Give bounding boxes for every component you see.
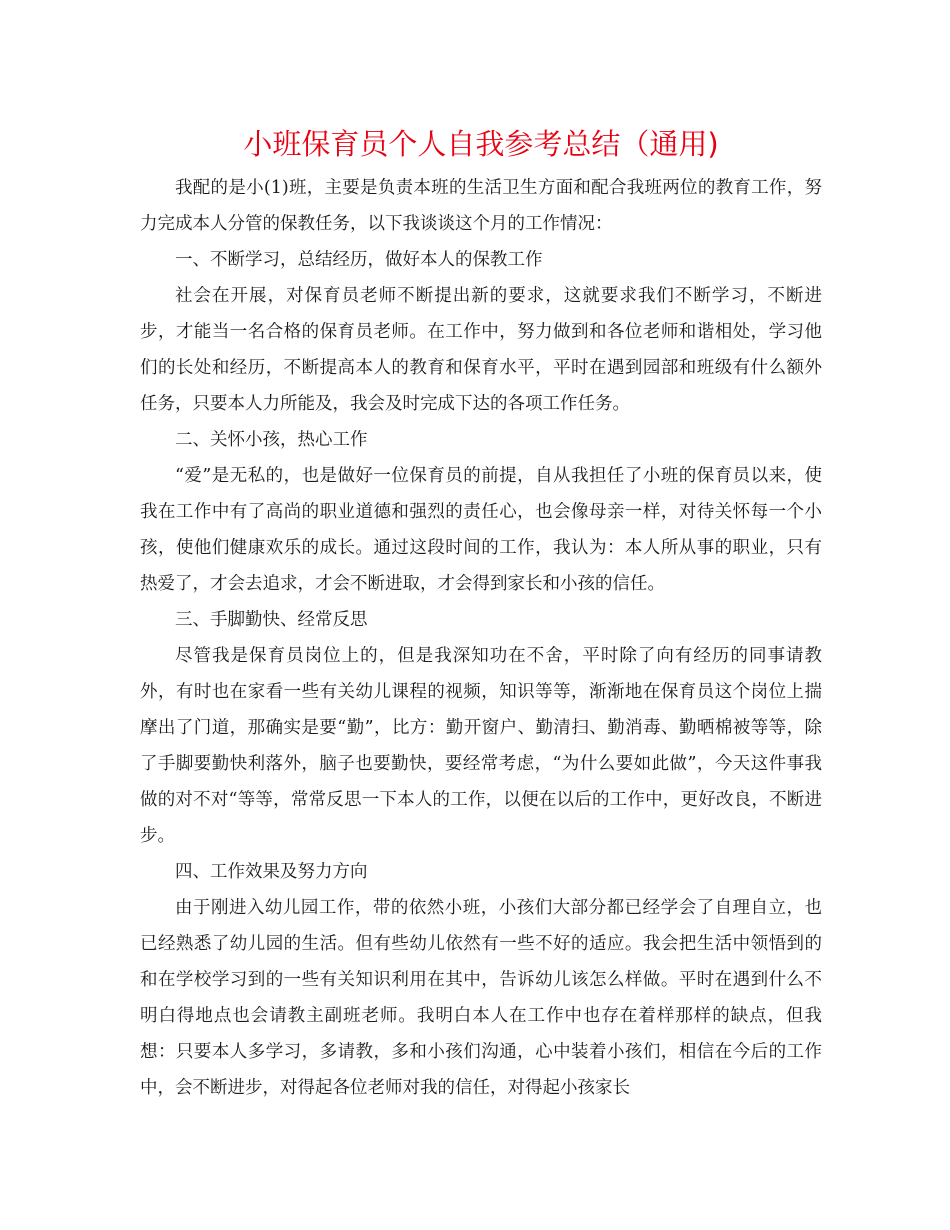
- section-heading-1: 一、不断学习，总结经历，做好本人的保教工作: [175, 250, 543, 270]
- intro-paragraph: 我配的是小(1)班，主要是负责本班的生活卫生方面和配合我班两位的教育工作，努力完成本人分管的保教任务，以下我谈谈这个月的工作情况：: [140, 178, 822, 234]
- section-body-2: “爱”是无私的，也是做好一位保育员的前提，自从我担任了小班的保育员以来，使我在工作中有了高尚的职业道德和强烈的责任心，也会像母亲一样，对待关怀每一个小孩，使他们健康欢乐的成长。通过这段时间的工作，我认为：本人所从事的职业，只有热爱了，才会去追求，才会不断进取，才会得到家长和小孩的信任。: [140, 466, 822, 594]
- document-title: 小班保育员个人自我参考总结（通用): [243, 127, 719, 161]
- section-body-1: 社会在开展，对保育员老师不断提出新的要求，这就要求我们不断学习，不断进步，才能当一名合格的保育员老师。在工作中，努力做到和各位老师和谐相处，学习他们的长处和经历，不断提高本人的教育和保育水平，平时在遇到园部和班级有什么额外任务，只要本人力所能及，我会及时完成下达的各项工作任务。: [140, 286, 822, 414]
- section-heading-2: 二、关怀小孩，热心工作: [175, 430, 368, 450]
- section-heading-4: 四、工作效果及努力方向: [175, 862, 368, 882]
- section-body-4: 由于刚进入幼儿园工作，带的依然小班，小孩们大部分都已经学会了自理自立，也已经熟悉了幼儿园的生活。但有些幼儿依然有一些不好的适应。我会把生活中领悟到的和在学校学习到的一些有关知识利用在其中，告诉幼儿该怎么样做。平时在遇到什么不明白得地点也会请教主副班老师。我明白本人在工作中也存在着样那样的缺点，但我想：只要本人多学习，多请教，多和小孩们沟通，心中装着小孩们，相信在今后的工作中，会不断进步，对得起各位老师对我的信任，对得起小孩家长: [140, 898, 822, 1098]
- section-body-3: 尽管我是保育员岗位上的，但是我深知功在不舍，平时除了向有经历的同事请教外，有时也在家看一些有关幼儿课程的视频，知识等等，渐渐地在保育员这个岗位上揣摩出了门道，那确实是要“勤”，比方：勤开窗户、勤清扫、勤消毒、勤晒棉被等等，除了手脚要勤快利落外，脑子也要勤快，要经常考虑，“为什么要如此做”，今天这件事我做的对不对“等等，常常反思一下本人的工作，以便在以后的工作中，更好改良，不断进步。: [140, 646, 822, 846]
- section-heading-3: 三、手脚勤快、经常反思: [175, 610, 368, 630]
- document-page: [140, 118, 822, 1106]
